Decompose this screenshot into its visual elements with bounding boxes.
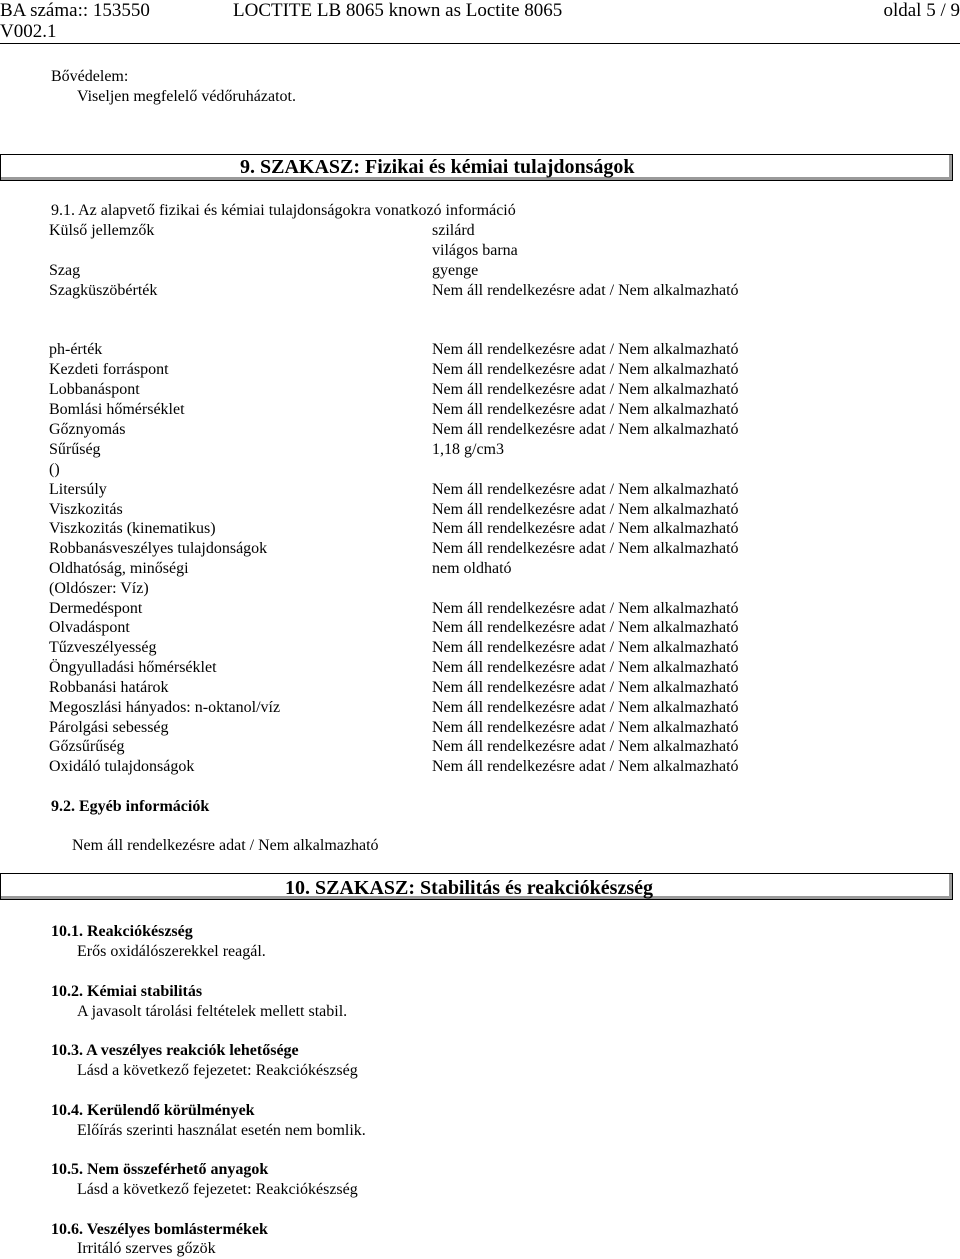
subsection-9-1-title: 9.1. Az alapvető fizikai és kémiai tulajdonságokra vonatkozó információ	[51, 202, 516, 219]
property-value: szilárd	[432, 222, 475, 239]
item-text: Lásd a következő fejezetet: Reakciókészség	[77, 1181, 358, 1198]
property-value: Nem áll rendelkezésre adat / Nem alkalmazható	[432, 619, 739, 636]
document-version: V002.1	[0, 21, 57, 42]
item-heading: 10.6. Veszélyes bomlástermékek	[51, 1221, 268, 1238]
property-label: Gőzsűrűség	[49, 738, 125, 755]
property-value: Nem áll rendelkezésre adat / Nem alkalmazható	[432, 341, 739, 358]
property-label: Oxidáló tulajdonságok	[49, 758, 195, 775]
property-label: (Oldószer: Víz)	[49, 580, 149, 597]
document-number: BA száma:: 153550	[0, 0, 150, 21]
property-label: Olvadáspont	[49, 619, 130, 636]
subsection-9-2-title: 9.2. Egyéb információk	[51, 798, 210, 815]
property-label: Bomlási hőmérséklet	[49, 401, 185, 418]
property-value: Nem áll rendelkezésre adat / Nem alkalmazható	[432, 719, 739, 736]
item-text: Lásd a következő fejezetet: Reakciókészség	[77, 1062, 358, 1079]
section-9-title-box	[0, 154, 953, 181]
property-value: Nem áll rendelkezésre adat / Nem alkalmazható	[432, 481, 739, 498]
property-value: gyenge	[432, 262, 479, 279]
property-label: Tűzveszélyesség	[49, 639, 157, 656]
property-label: ph-érték	[49, 341, 103, 358]
property-value: Nem áll rendelkezésre adat / Nem alkalmazható	[432, 699, 739, 716]
property-label: Viszkozitás (kinematikus)	[49, 520, 216, 537]
property-label: Sűrűség	[49, 441, 101, 458]
property-value: világos barna	[432, 242, 518, 259]
item-heading: 10.3. A veszélyes reakciók lehetősége	[51, 1042, 299, 1059]
subsection-9-2-text: Nem áll rendelkezésre adat / Nem alkalmazható	[72, 837, 379, 854]
property-label: Párolgási sebesség	[49, 719, 169, 736]
property-label: Litersúly	[49, 481, 107, 498]
property-value: Nem áll rendelkezésre adat / Nem alkalmazható	[432, 381, 739, 398]
property-label: ()	[49, 461, 60, 478]
property-value: Nem áll rendelkezésre adat / Nem alkalmazható	[432, 659, 739, 676]
property-label: Oldhatóság, minőségi	[49, 560, 189, 577]
skin-protection-text: Viseljen megfelelő védőruházatot.	[77, 88, 296, 105]
item-heading: 10.1. Reakciókészség	[51, 923, 193, 940]
item-text: Erős oxidálószerekkel reagál.	[77, 943, 266, 960]
property-value: Nem áll rendelkezésre adat / Nem alkalmazható	[432, 600, 739, 617]
page-number: oldal 5 / 9	[883, 0, 960, 21]
property-value: Nem áll rendelkezésre adat / Nem alkalmazható	[432, 639, 739, 656]
section-10-title: 10. SZAKASZ: Stabilitás és reakciókészség	[285, 877, 653, 899]
property-label: Gőznyomás	[49, 421, 126, 438]
property-value: Nem áll rendelkezésre adat / Nem alkalmazható	[432, 738, 739, 755]
property-value: Nem áll rendelkezésre adat / Nem alkalmazható	[432, 401, 739, 418]
property-value: Nem áll rendelkezésre adat / Nem alkalmazható	[432, 679, 739, 696]
item-heading: 10.2. Kémiai stabilitás	[51, 983, 203, 1000]
property-value: Nem áll rendelkezésre adat / Nem alkalmazható	[432, 282, 739, 299]
product-name: LOCTITE LB 8065 known as Loctite 8065	[233, 0, 563, 21]
property-value: 1,18 g/cm3	[432, 441, 504, 458]
property-label: Viszkozitás	[49, 501, 123, 518]
item-text: Irritáló szerves gőzök	[77, 1240, 216, 1257]
property-label: Öngyulladási hőmérséklet	[49, 659, 217, 676]
property-label: Szag	[49, 262, 81, 279]
property-label: Robbanásveszélyes tulajdonságok	[49, 540, 268, 557]
section-9-title: 9. SZAKASZ: Fizikai és kémiai tulajdonságok	[240, 156, 635, 178]
skin-protection-label: Bővédelem:	[51, 68, 129, 85]
item-text: A javasolt tárolási feltételek mellett stabil.	[77, 1003, 348, 1020]
property-value: Nem áll rendelkezésre adat / Nem alkalmazható	[432, 361, 739, 378]
property-label: Kezdeti forráspont	[49, 361, 169, 378]
property-value: nem oldható	[432, 560, 512, 577]
property-value: Nem áll rendelkezésre adat / Nem alkalmazható	[432, 758, 739, 775]
item-text: Előírás szerinti használat esetén nem bomlik.	[77, 1122, 366, 1139]
item-heading: 10.5. Nem összeférhető anyagok	[51, 1161, 269, 1178]
property-label: Robbanási határok	[49, 679, 169, 696]
item-heading: 10.4. Kerülendő körülmények	[51, 1102, 255, 1119]
property-label: Szagküszöbérték	[49, 282, 158, 299]
property-label: Megoszlási hányados: n-oktanol/víz	[49, 699, 281, 716]
header-rule	[0, 43, 960, 44]
property-value: Nem áll rendelkezésre adat / Nem alkalmazható	[432, 421, 739, 438]
property-label: Lobbanáspont	[49, 381, 140, 398]
property-value: Nem áll rendelkezésre adat / Nem alkalmazható	[432, 520, 739, 537]
property-value: Nem áll rendelkezésre adat / Nem alkalmazható	[432, 540, 739, 557]
section-10-title-box	[0, 873, 953, 900]
property-value: Nem áll rendelkezésre adat / Nem alkalmazható	[432, 501, 739, 518]
property-label: Külső jellemzők	[49, 222, 155, 239]
property-label: Dermedéspont	[49, 600, 143, 617]
